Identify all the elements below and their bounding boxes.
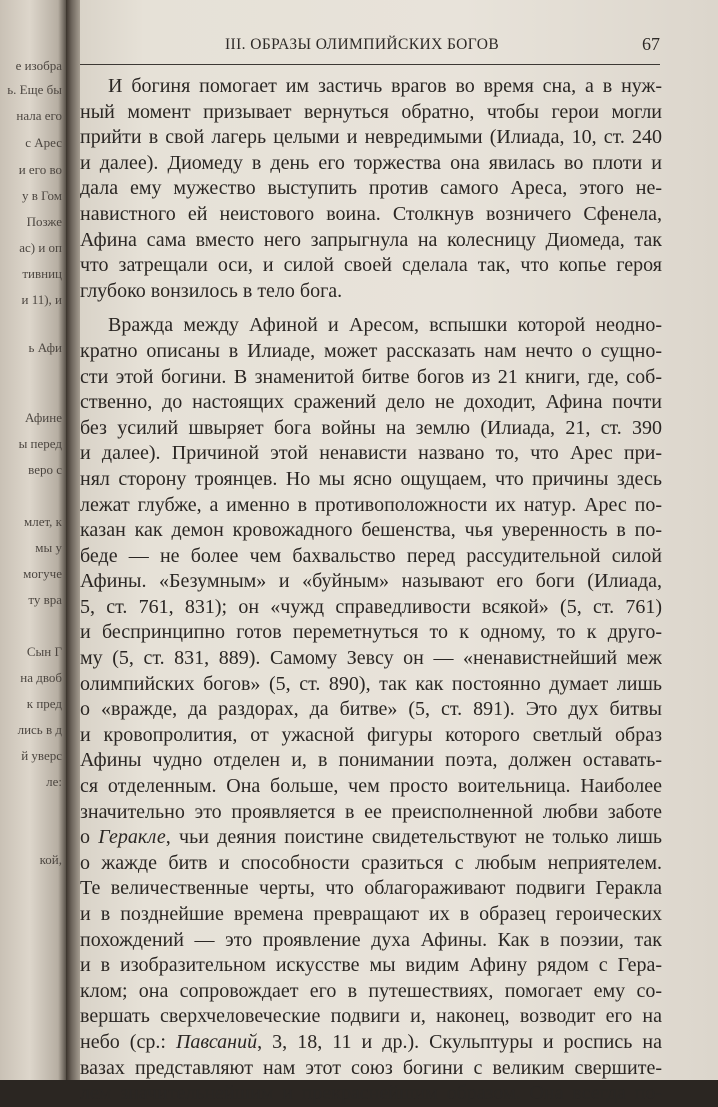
- left-page-fragment: ь Афи: [28, 340, 62, 355]
- left-facing-page: [0, 0, 66, 1080]
- book-page: [80, 0, 718, 1105]
- text-line: му (5, ст. 831, 889). Самому Зевсу он — «ненавистнейший меж: [80, 647, 662, 670]
- text-line-with-italic: [80, 825, 662, 851]
- text-line: прийти в свой лагерь целыми и невредимыми (Илиада, 10, ст. 240: [80, 126, 662, 149]
- text-line: казан как демон кровожадного бешенства, чья уверенность в по-: [80, 519, 662, 542]
- italic-name-pausanias: Павсаний: [175, 1030, 258, 1053]
- text-line: навистного ей неистового воина. Столкнув возничего Сфенела,: [80, 202, 662, 225]
- text-line: нял сторону троянцев. Но мы ясно ощущаем, что причины здесь: [80, 467, 662, 490]
- left-page-fragment: нала его: [16, 108, 62, 123]
- text-line: лем значительнейшим и прекраснейшим образом. Она всегда по-: [80, 1082, 662, 1105]
- left-page-fragment: е изобра: [15, 58, 62, 73]
- left-page-fragment: ту вра: [28, 592, 62, 607]
- text-line: дала ему мужество выступить против самого Ареса, этого не-: [80, 177, 662, 200]
- left-page-fragment: мы у: [35, 540, 62, 555]
- text-line: беде — не более чем бахвальство перед рассудительной силой: [80, 544, 662, 567]
- text-line: Афина сама вместо него запрыгнула на колесницу Диомеда, так: [80, 228, 662, 251]
- left-page-fragment: тивниц: [22, 266, 62, 281]
- text-line: и беспринципно готов переметнуться то к одному, то к друго-: [80, 621, 662, 644]
- text-run: небо (ср.:: [80, 1030, 176, 1053]
- left-page-fragment: веро с: [28, 462, 62, 477]
- left-page-fragment: и 11), и: [21, 292, 62, 307]
- left-page-fragment: ь. Еще бы: [7, 82, 62, 97]
- text-line: что затрещали оси, и силой своей сделала так, что копье героя: [80, 254, 662, 277]
- left-page-fragment: ле:: [46, 774, 62, 789]
- text-line: и далее). Диомеду в день его торжества она явилась во плоти и: [80, 151, 662, 174]
- left-page-fragment: на двоб: [20, 670, 62, 685]
- text-line: Афины чудно отделен и, в понимании поэта, должен оставать-: [80, 749, 662, 772]
- text-line: 5, ст. 761, 831); он «чужд справедливости всякой» (5, ст. 761): [80, 595, 662, 618]
- text-line: ся отделенным. Она больше, чем просто воительница. Наиболее: [80, 775, 662, 798]
- left-page-fragment: кой,: [39, 852, 62, 867]
- text-line: глубоко вонзилось в тело бога.: [80, 279, 343, 302]
- text-run: о: [80, 826, 99, 849]
- text-line: вазах представляют нам этот союз богини с великим свершите-: [80, 1056, 662, 1079]
- left-page-fragment: Позже: [26, 214, 62, 229]
- left-page-fragment: й уверс: [21, 748, 62, 763]
- text-line: без усилий швыряет бога войны на землю (Илиада, 21, ст. 390: [80, 416, 662, 439]
- text-line: похождений — это проявление духа Афины. Как в поэзии, так: [80, 928, 662, 951]
- text-line: о жажде битв и способности сразиться с любым неприятелем.: [80, 851, 662, 874]
- italic-name-herakles: Геракле: [98, 826, 166, 849]
- book-gutter: [66, 0, 80, 1080]
- text-line: кратно описаны в Илиаде, может рассказать нам нечто о сущно-: [80, 339, 662, 362]
- paragraph: [80, 313, 662, 1106]
- text-line: и далее). Причиной этой ненависти названо то, что Арес при-: [80, 442, 662, 465]
- left-page-fragment: лись в д: [17, 722, 62, 737]
- left-page-fragment: млет, к: [23, 514, 62, 529]
- text-line: клом; она сопровождает его в путешествиях, помогает ему со-: [80, 979, 662, 1002]
- text-line: олимпийских богов» (5, ст. 890), так как постоянно думает лишь: [80, 672, 662, 695]
- text-run: , 3, 18, 11 и др.). Скульптуры и роспись на: [257, 1030, 662, 1053]
- text-line: лежат глубже, а именно в противоположности их натур. Арес по-: [80, 493, 662, 516]
- text-run: , чьи деяния поистине свидетельствуют не только лишь: [165, 826, 662, 849]
- left-page-fragment: и его во: [18, 162, 62, 177]
- running-head: III. ОБРАЗЫ ОЛИМПИЙСКИХ БОГОВ: [225, 36, 500, 53]
- page-number: 67: [642, 34, 660, 54]
- text-line: сти этой богини. В знаменитой битве богов из 21 книги, где, соб-: [80, 365, 662, 388]
- left-page-fragment: у в Гом: [22, 188, 62, 203]
- text-line: и кровопролития, от ужасной фигуры которого светлый образ: [80, 723, 662, 746]
- text-line: Афины. «Безумным» и «буйным» называют его боги (Илиада,: [80, 570, 662, 593]
- left-page-fragment: Афине: [24, 410, 62, 425]
- text-line: и в позднейшие времена превращают их в образец героических: [80, 903, 662, 925]
- text-line: Те величественные черты, что облагораживают подвиги Геракла: [80, 877, 662, 900]
- left-page-fragment: ы перед: [18, 436, 62, 451]
- left-page-fragment: Сын Г: [26, 644, 62, 659]
- text-line: вершать сверхчеловеческие подвиги и, наконец, возводит его на: [80, 1005, 662, 1028]
- text-line: Вражда между Афиной и Аресом, вспышки которой неодно-: [108, 314, 662, 337]
- text-line: ный момент призывает вернуться обратно, чтобы герои могли: [80, 100, 662, 123]
- left-page-fragment: к пред: [26, 696, 62, 711]
- text-line: значительно это проявляется в ее преисполненной любви заботе: [80, 800, 662, 823]
- text-line: И богиня помогает им застичь врагов во время сна, а в нуж-: [108, 75, 662, 97]
- paragraph: [80, 74, 662, 304]
- text-line-with-italic: [80, 1030, 662, 1056]
- left-page-fragment: с Арес: [25, 135, 62, 150]
- text-line: ственно, до настоящих сражений дело не доходит, Афина почти: [80, 391, 662, 414]
- page-header: [80, 30, 660, 65]
- left-page-fragment: могуче: [23, 566, 62, 581]
- body-text: [80, 74, 662, 1107]
- text-line: о «вражде, да раздорах, да битве» (5, ст. 891). Это дух битвы: [80, 698, 662, 721]
- left-page-fragment: ас) и оп: [19, 240, 62, 255]
- text-line: и в изобразительном искусстве мы видим Афину рядом с Гера-: [80, 954, 662, 977]
